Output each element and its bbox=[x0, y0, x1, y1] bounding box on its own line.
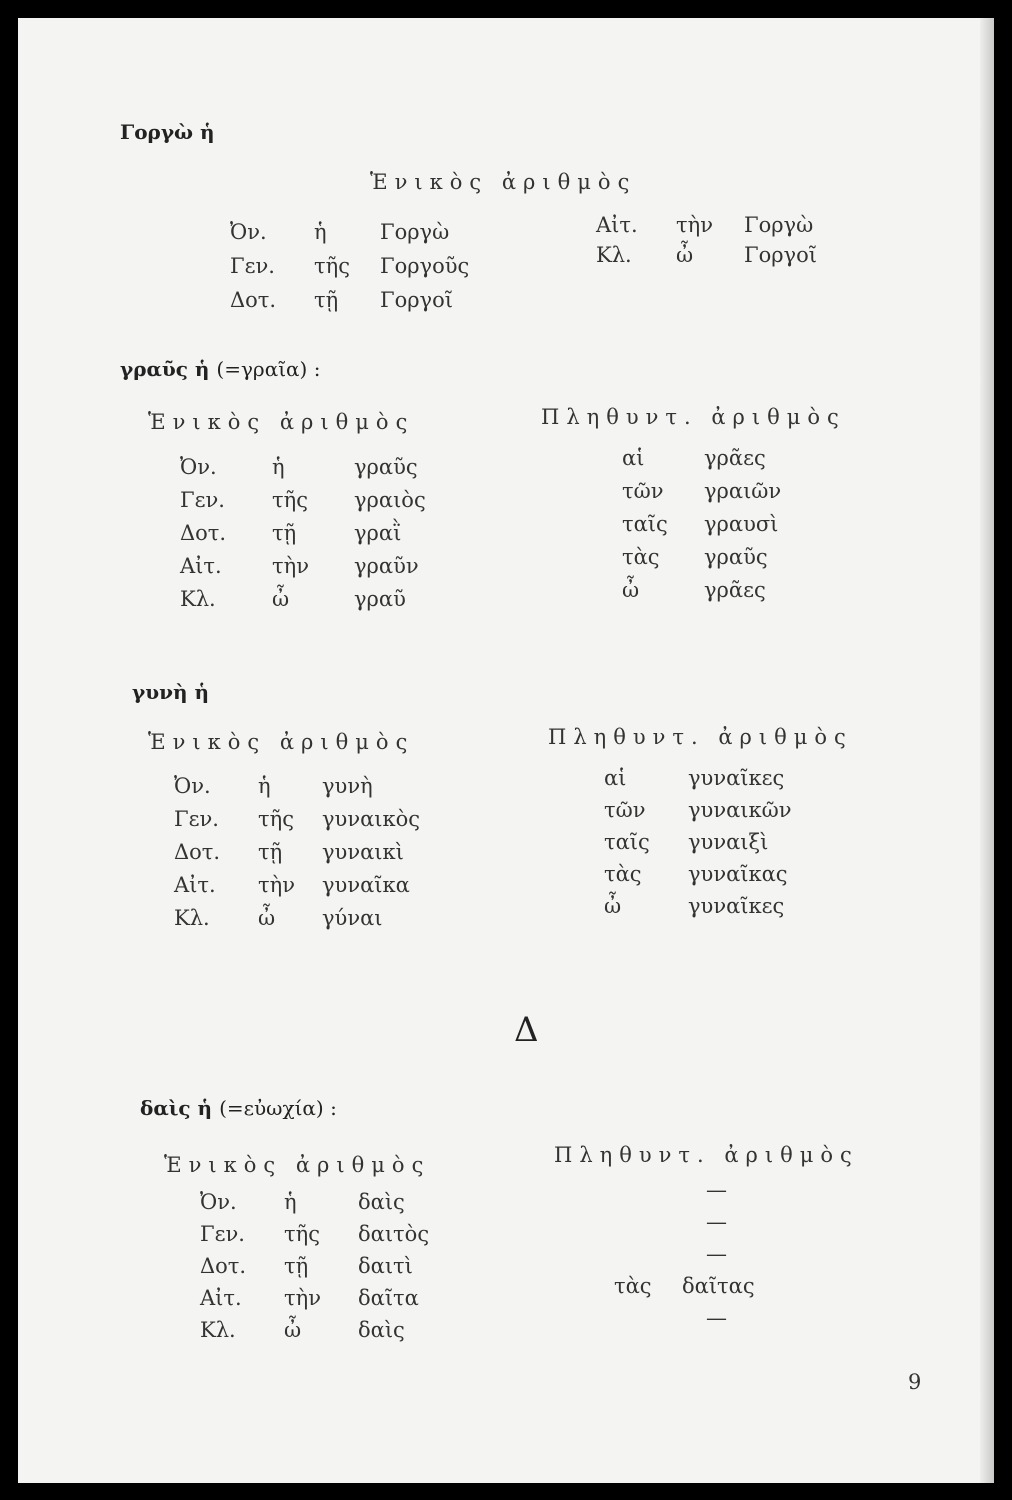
entry-graus bbox=[120, 357, 320, 381]
gyne-sg-article: ὦ bbox=[258, 906, 276, 930]
gyne-sg-case: Ὀν. bbox=[174, 774, 211, 798]
graus-pl-form: γραῦς bbox=[704, 545, 768, 569]
gorgo-sg2-form: Γοργοῖ bbox=[744, 243, 817, 267]
gorgo-singular-header: Ἑνικὸς ἀριθμὸς bbox=[370, 170, 637, 194]
dais-pl-form: — bbox=[706, 1210, 727, 1234]
gyne-sg-form: γυνὴ bbox=[322, 774, 373, 798]
gyne-sg-form: γυναικὸς bbox=[322, 807, 421, 831]
graus-pl-form: γρᾶες bbox=[704, 578, 766, 602]
graus-pl-form: γρᾶες bbox=[704, 446, 766, 470]
graus-sg-form: γραιὸς bbox=[354, 488, 426, 512]
gyne-sg-form: γυναικὶ bbox=[322, 840, 404, 864]
graus-sg-case: Κλ. bbox=[180, 587, 216, 611]
letter-heading: Δ bbox=[514, 1010, 539, 1050]
gorgo-sg-form: Γοργὼ bbox=[380, 220, 450, 244]
dais-pl-form: — bbox=[706, 1178, 727, 1202]
gyne-pl-article: τὰς bbox=[604, 862, 642, 886]
entry-dais-note: (=εὐωχία) : bbox=[219, 1096, 337, 1120]
dais-pl-form: δαῖτας bbox=[682, 1274, 755, 1298]
entry-graus-note: (=γραῖα) : bbox=[216, 357, 321, 381]
graus-plural-header: Πληθυντ. ἀριθμὸς bbox=[541, 405, 846, 429]
graus-pl-form: γραυσὶ bbox=[704, 512, 779, 536]
graus-pl-article: ὦ bbox=[622, 578, 640, 602]
entry-gorgo: Γοργὼ ἡ bbox=[120, 120, 215, 144]
gorgo-sg2-case: Κλ. bbox=[596, 243, 632, 267]
graus-pl-article: ταῖς bbox=[622, 512, 668, 536]
gyne-sg-article: ἡ bbox=[258, 774, 271, 798]
gorgo-sg-form: Γοργοῦς bbox=[380, 254, 470, 278]
graus-sg-article: ὦ bbox=[272, 587, 290, 611]
gyne-sg-article: τὴν bbox=[258, 873, 295, 897]
gyne-sg-case: Δοτ. bbox=[174, 840, 221, 864]
gyne-pl-article: ὦ bbox=[604, 894, 622, 918]
gorgo-sg-form: Γοργοῖ bbox=[380, 288, 453, 312]
dais-sg-article: τὴν bbox=[284, 1286, 321, 1310]
gorgo-sg-article: ἡ bbox=[314, 220, 327, 244]
gorgo-sg2-form: Γοργὼ bbox=[744, 213, 814, 237]
graus-pl-article: τὰς bbox=[622, 545, 660, 569]
dais-sg-case: Ὀν. bbox=[200, 1190, 237, 1214]
dais-sg-case: Γεν. bbox=[200, 1222, 245, 1246]
gyne-sg-article: τῆς bbox=[258, 807, 294, 831]
gyne-pl-form: γυναιξὶ bbox=[688, 830, 769, 854]
gyne-pl-article: ταῖς bbox=[604, 830, 650, 854]
gyne-pl-form: γυναῖκας bbox=[688, 862, 788, 886]
gyne-pl-form: γυναῖκες bbox=[688, 894, 785, 918]
dais-sg-form: δαιτὸς bbox=[358, 1222, 430, 1246]
dais-pl-form: — bbox=[706, 1242, 727, 1266]
gyne-pl-form: γυναικῶν bbox=[688, 798, 792, 822]
gorgo-sg-article: τῆς bbox=[314, 254, 350, 278]
gyne-plural-header: Πληθυντ. ἀριθμὸς bbox=[548, 725, 853, 749]
graus-sg-form: γραῦ bbox=[354, 587, 406, 611]
dais-pl-form: — bbox=[706, 1306, 727, 1330]
dais-sg-form: δαιτὶ bbox=[358, 1254, 413, 1278]
gyne-sg-case: Κλ. bbox=[174, 906, 210, 930]
dais-sg-form: δαῖτα bbox=[358, 1286, 419, 1310]
graus-sg-form: γραῦς bbox=[354, 455, 418, 479]
gyne-sg-form: γυναῖκα bbox=[322, 873, 410, 897]
graus-sg-article: ἡ bbox=[272, 455, 285, 479]
gyne-pl-article: αἱ bbox=[604, 766, 627, 790]
gorgo-sg-article: τῇ bbox=[314, 288, 339, 312]
dais-pl-article: τὰς bbox=[614, 1274, 652, 1298]
gorgo-sg-case: Ὀν. bbox=[230, 220, 267, 244]
dais-sg-article: ὦ bbox=[284, 1318, 302, 1342]
graus-sg-case: Αἰτ. bbox=[180, 554, 222, 578]
page-edge-shadow bbox=[980, 18, 994, 1483]
entry-graus-word: γραῦς ἡ bbox=[120, 357, 210, 381]
gyne-pl-form: γυναῖκες bbox=[688, 766, 785, 790]
dais-sg-case: Δοτ. bbox=[200, 1254, 247, 1278]
graus-sg-case: Ὀν. bbox=[180, 455, 217, 479]
book-page bbox=[18, 18, 994, 1483]
graus-singular-header: Ἑνικὸς ἀριθμὸς bbox=[148, 410, 415, 434]
gyne-sg-article: τῇ bbox=[258, 840, 283, 864]
graus-pl-form: γραιῶν bbox=[704, 479, 782, 503]
dais-sg-article: τῆς bbox=[284, 1222, 320, 1246]
graus-pl-article: τῶν bbox=[622, 479, 664, 503]
gorgo-sg-case: Δοτ. bbox=[230, 288, 277, 312]
gorgo-sg2-article: τὴν bbox=[676, 213, 713, 237]
graus-sg-case: Δοτ. bbox=[180, 521, 227, 545]
dais-singular-header: Ἑνικὸς ἀριθμὸς bbox=[164, 1153, 431, 1177]
entry-dais-word: δαὶς ἡ bbox=[140, 1096, 213, 1120]
gyne-sg-case: Γεν. bbox=[174, 807, 219, 831]
page-number: 9 bbox=[908, 1370, 922, 1394]
graus-sg-form: γραῦν bbox=[354, 554, 419, 578]
graus-sg-article: τῆς bbox=[272, 488, 308, 512]
graus-sg-article: τὴν bbox=[272, 554, 309, 578]
gorgo-sg-case: Γεν. bbox=[230, 254, 275, 278]
dais-sg-form: δαὶς bbox=[358, 1318, 405, 1342]
gorgo-sg2-case: Αἰτ. bbox=[596, 213, 638, 237]
graus-sg-article: τῇ bbox=[272, 521, 297, 545]
gyne-sg-form: γύναι bbox=[322, 906, 383, 930]
dais-plural-header: Πληθυντ. ἀριθμὸς bbox=[554, 1143, 859, 1167]
gorgo-sg2-article: ὦ bbox=[676, 243, 694, 267]
gyne-pl-article: τῶν bbox=[604, 798, 646, 822]
dais-sg-case: Κλ. bbox=[200, 1318, 236, 1342]
dais-sg-case: Αἰτ. bbox=[200, 1286, 242, 1310]
dais-sg-form: δαὶς bbox=[358, 1190, 405, 1214]
graus-sg-form: γραῒ bbox=[354, 521, 402, 545]
entry-gyne: γυνὴ ἡ bbox=[132, 680, 210, 704]
graus-sg-case: Γεν. bbox=[180, 488, 225, 512]
entry-dais bbox=[140, 1096, 337, 1120]
gyne-sg-case: Αἰτ. bbox=[174, 873, 216, 897]
dais-sg-article: ἡ bbox=[284, 1190, 297, 1214]
dais-sg-article: τῇ bbox=[284, 1254, 309, 1278]
gyne-singular-header: Ἑνικὸς ἀριθμὸς bbox=[148, 730, 415, 754]
graus-pl-article: αἱ bbox=[622, 446, 645, 470]
